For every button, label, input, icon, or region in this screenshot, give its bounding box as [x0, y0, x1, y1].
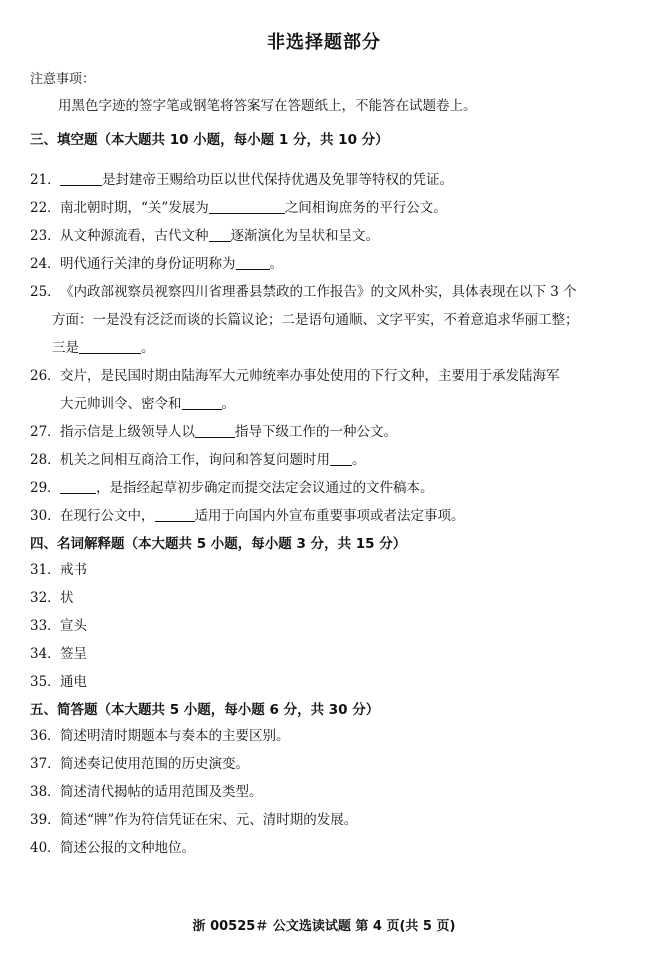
answer-blank: [209, 227, 231, 242]
question-26-line-2: 大元帅训令、密令和 。: [60, 396, 235, 412]
section-4-heading: 四、名词解释题（本大题共 5 小题，每小题 3 分，共 15 分）: [30, 536, 407, 552]
question-28: 28．机关之间相互商洽工作，询问和答复问题时用 。: [30, 446, 626, 474]
list-item: 32．状: [30, 590, 74, 606]
question-25-line-3: 三是 。: [52, 340, 155, 356]
question-27: 27．指示信是上级领导人以 指导下级工作的一种公文。: [30, 418, 626, 446]
answer-blank: [209, 199, 285, 214]
question-number: 29．: [30, 480, 61, 496]
answer-blank: [195, 423, 235, 438]
section-3-heading: 三、填空题（本大题共 10 小题，每小题 1 分，共 10 分）: [30, 132, 389, 148]
question-24: 24．明代通行关津的身份证明称为 。: [30, 250, 626, 278]
list-item: 34．签呈: [30, 646, 87, 662]
list-item: 39．简述“牌”作为符信凭证在宋、元、清时期的发展。: [30, 812, 358, 828]
list-item: 38．简述清代揭帖的适用范围及类型。: [30, 784, 263, 800]
section-5-heading: 五、简答题（本大题共 5 小题，每小题 6 分，共 30 分）: [30, 702, 380, 718]
page-title: 非选择题部分: [267, 32, 381, 53]
answer-blank: [155, 507, 195, 522]
question-21: 21． 是封建帝王赐给功臣以世代保持优遇及免罪等特权的凭证。: [30, 166, 626, 194]
question-number: 24．: [30, 256, 61, 272]
list-item: 31．戒书: [30, 562, 87, 578]
notice-label: 注意事项：: [30, 72, 96, 87]
question-number: 21．: [30, 172, 61, 188]
list-item: 35．通电: [30, 674, 87, 690]
notice-text: 用黑色字迹的签字笔或钢笔将答案写在答题纸上，不能答在试题卷上。: [58, 98, 477, 114]
question-25: 25．《内政部视察员视察四川省理番县禁政的工作报告》的文风朴实，具体表现在以下 3 个: [30, 278, 626, 306]
list-item: 37．简述奏记使用范围的历史演变。: [30, 756, 249, 772]
question-number: 25．: [30, 284, 61, 300]
question-number: 28．: [30, 452, 61, 468]
question-26: 26．交片，是民国时期由陆海军大元帅统率办事处使用的下行文种，主要用于承发陆海军: [30, 362, 626, 390]
answer-blank: [79, 339, 141, 354]
question-number: 26．: [30, 368, 61, 384]
question-30: 30．在现行公文中， 适用于向国内外宣布重要事项或者法定事项。: [30, 502, 626, 530]
question-number: 27．: [30, 424, 61, 440]
answer-blank: [330, 451, 352, 466]
answer-blank: [60, 171, 102, 186]
question-number: 30．: [30, 508, 61, 524]
list-item: 40．简述公报的文种地位。: [30, 840, 195, 856]
page-footer: 浙 00525＃ 公文选读试题 第 4 页(共 5 页): [192, 919, 456, 934]
answer-blank: [182, 395, 222, 410]
question-number: 22．: [30, 200, 61, 216]
question-number: 23．: [30, 228, 61, 244]
question-25-line-2: 方面：一是没有泛泛而谈的长篇议论；二是语句通顺、文字平实，不着意追求华丽工整；: [52, 312, 579, 328]
list-item: 36．简述明清时期题本与奏本的主要区别。: [30, 728, 290, 744]
list-item: 33．宣头: [30, 618, 87, 634]
question-22: 22．南北朝时期，“关”发展为 之间相询庶务的平行公文。: [30, 194, 626, 222]
answer-blank: [60, 479, 96, 494]
question-29: 29． ，是指经起草初步确定而提交法定会议通过的文件稿本。: [30, 474, 626, 502]
question-23: 23．从文种源流看，古代文种 逐渐演化为呈状和呈文。: [30, 222, 626, 250]
answer-blank: [236, 255, 270, 270]
